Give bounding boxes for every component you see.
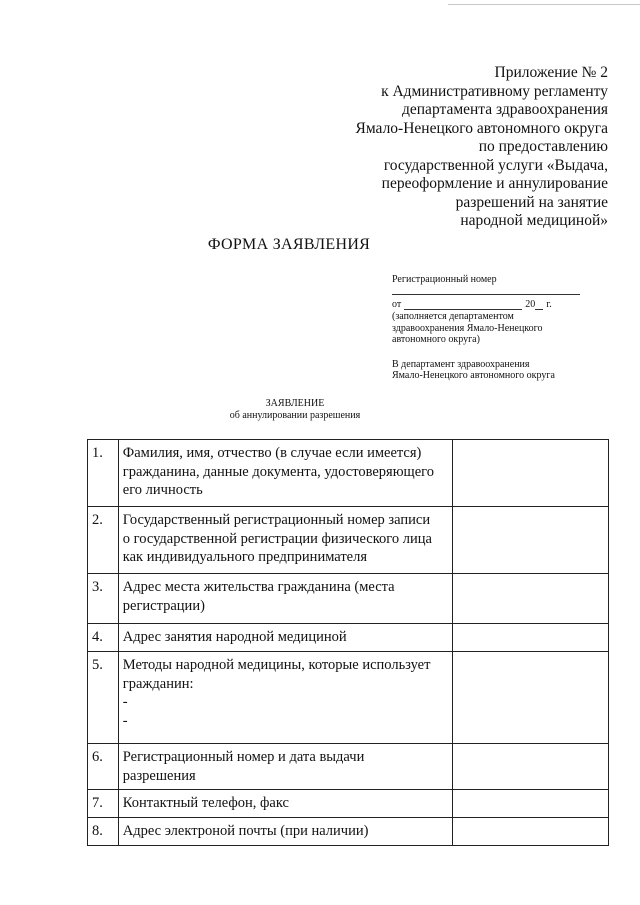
appendix-line: Приложение № 2	[494, 64, 608, 81]
appendix-line: государственной услуги «Выдача,	[383, 156, 608, 174]
application-title: ЗАЯВЛЕНИЕ	[265, 398, 325, 409]
application-subtitle: об аннулировании разрешения	[229, 410, 361, 421]
row-number: 3.	[88, 574, 119, 624]
appendix-line: переоформление и аннулирование	[381, 175, 608, 192]
registration-note-line: (заполняется департаментом	[392, 311, 514, 322]
table-row	[88, 574, 609, 624]
appendix-header	[356, 64, 608, 231]
row-label-line: Контактный телефон, факс	[122, 795, 289, 811]
table-row	[88, 624, 609, 652]
row-label-line: Адрес электроной почты (при наличии)	[122, 823, 369, 839]
row-number: 4.	[88, 624, 119, 652]
row-value-field[interactable]	[453, 744, 609, 790]
appendix-line: департамента здравоохранения	[402, 101, 608, 118]
registration-date-row	[392, 299, 592, 311]
row-value-field[interactable]	[453, 624, 609, 652]
row-label-line: как индивидуального предпринимателя	[122, 549, 368, 565]
row-label-line: -	[122, 694, 128, 710]
row-label-line: гражданин:	[122, 675, 194, 692]
row-label-line: Регистрационный номер и дата выдачи	[122, 749, 365, 765]
row-label-line: регистрации)	[122, 597, 205, 614]
row-value-field[interactable]	[453, 574, 609, 624]
row-value-field[interactable]	[453, 790, 609, 818]
row-label	[118, 818, 452, 846]
registration-year-prefix: 20	[525, 298, 536, 310]
row-value-field[interactable]	[453, 652, 609, 744]
scan-edge-line	[448, 4, 640, 5]
registration-note	[392, 311, 592, 346]
row-label	[118, 790, 452, 818]
application-form-table	[87, 439, 609, 846]
registration-block	[392, 274, 592, 382]
registration-from-label: от	[392, 298, 402, 310]
row-number: 5.	[88, 652, 119, 744]
row-label-line: -	[122, 712, 128, 729]
row-label-line: Государственный регистрационный номер записи	[122, 512, 431, 528]
registration-note-line: автономного округа)	[392, 334, 480, 345]
application-heading	[0, 398, 640, 422]
row-label	[118, 624, 452, 652]
registration-number-underline	[392, 294, 580, 295]
row-label	[118, 507, 452, 574]
row-label-line: гражданина, данные документа, удостоверяющего	[122, 463, 434, 480]
row-label-line: разрешения	[122, 767, 196, 784]
row-label	[118, 440, 452, 507]
row-number: 8.	[88, 818, 119, 846]
appendix-line: народной медициной»	[460, 212, 608, 229]
addressee-line: Ямало-Ненецкого автономного округа	[392, 370, 555, 381]
appendix-line: к Административному регламенту	[381, 82, 608, 100]
table-row	[88, 507, 609, 574]
registration-note-line: здравоохранения Ямало-Ненецкого	[392, 322, 543, 334]
form-title-text: ФОРМА ЗАЯВЛЕНИЯ	[207, 236, 371, 253]
table-row	[88, 652, 609, 744]
registration-year-suffix: г.	[546, 298, 552, 310]
table-row	[88, 744, 609, 790]
row-value-field[interactable]	[453, 507, 609, 574]
row-label-line: Методы народной медицины, которые использует	[122, 657, 431, 673]
registration-number-label: Регистрационный номер	[392, 274, 497, 285]
row-label	[118, 652, 452, 744]
row-value-field[interactable]	[453, 440, 609, 507]
row-label-line: Адрес места жительства гражданина (места	[122, 579, 395, 595]
row-label	[118, 574, 452, 624]
appendix-line: по предоставлению	[478, 138, 608, 155]
row-number: 6.	[88, 744, 119, 790]
row-label-line: его личность	[122, 482, 203, 498]
addressee-line: В департамент здравоохранения	[392, 358, 530, 370]
row-label-line: о государственной регистрации физического лица	[122, 530, 432, 547]
form-table-body	[88, 440, 609, 846]
row-value-field[interactable]	[453, 818, 609, 846]
registration-year-blank	[535, 300, 543, 310]
addressee-block	[392, 359, 592, 382]
appendix-line: Ямало-Ненецкого автономного округа	[355, 119, 608, 137]
row-number: 1.	[88, 440, 119, 507]
form-title	[0, 236, 640, 254]
row-label-line: Адрес занятия народной медициной	[122, 629, 347, 645]
row-number: 2.	[88, 507, 119, 574]
table-row	[88, 790, 609, 818]
registration-date-blank	[404, 300, 522, 310]
table-row	[88, 818, 609, 846]
row-label-line: Фамилия, имя, отчество (в случае если имеется)	[122, 445, 422, 461]
row-label	[118, 744, 452, 790]
appendix-line: разрешений на занятие	[455, 193, 608, 211]
table-row	[88, 440, 609, 507]
row-number: 7.	[88, 790, 119, 818]
